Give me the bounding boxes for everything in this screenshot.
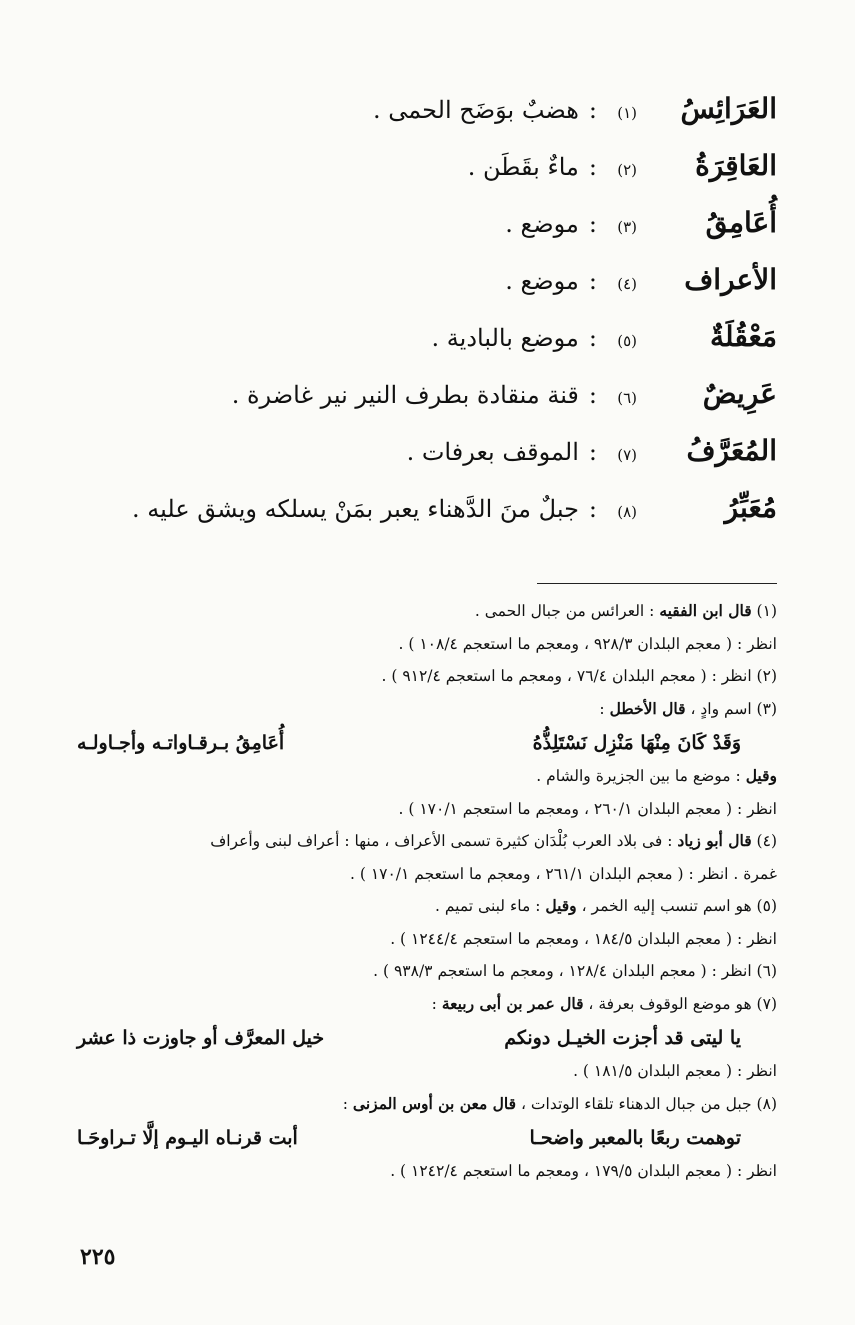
glossary-entries <box>77 92 777 548</box>
footnote-text: (١) <box>751 602 777 620</box>
entry-3 <box>77 206 777 263</box>
footnote-6: (٦) انظر : ( معجم البلدان ١٢٨/٤ ، ومعجم ما استعجم ٩٣٨/٣ ) . <box>373 962 777 980</box>
entry-7 <box>77 434 777 491</box>
footnote-text: : موضع ما بين الجزيرة والشام . <box>536 767 746 785</box>
footnote-7-ref: انظر : ( معجم البلدان ١٨١/٥ ) . <box>573 1062 777 1080</box>
footnote-4-line <box>51 826 777 859</box>
entry-colon: : <box>588 438 597 466</box>
entry-definition: موضع . <box>505 267 579 295</box>
entry-head: أُعَامِقُ <box>705 206 777 239</box>
entry-colon: : <box>588 210 597 238</box>
footnote-text: : ماء لبنى تميم . <box>434 897 546 915</box>
footnote-1-line <box>77 596 777 629</box>
footnote-bold: وقيل <box>545 896 577 915</box>
footnote-ref: (٧) <box>617 446 637 464</box>
entry-head: مَعْقُلَةٌ <box>710 320 777 353</box>
entry-colon: : <box>588 495 597 523</box>
verse-hemistich-right: توهمت ربعًا بالمعبر واضحـا <box>529 1127 741 1149</box>
footnote-ref: (٤) <box>617 275 637 293</box>
entry-definition: موضع بالبادية . <box>431 324 579 352</box>
footnote-text: (٨) جبل من جبال الدهناء تلقاء الوتدات ، <box>516 1094 777 1113</box>
verse-hemistich-right: يا ليتى قد أجزت الخيـل دونكم <box>504 1027 741 1049</box>
footnote-bold: قال الأخطل <box>609 698 686 718</box>
verse-hemistich-left: أبت قرنـاه اليـوم إلَّا تـراوحَـا <box>77 1127 298 1149</box>
footnote-text: (٤) <box>751 832 777 850</box>
footnote-1-ref: انظر : ( معجم البلدان ٩٢٨/٣ ، ومعجم ما استعجم ١٠٨/٤ ) . <box>398 634 777 653</box>
verse-hemistich-left: خيل المعرَّف أو جاوزت ذا عشر <box>77 1027 325 1049</box>
footnote-bold: قال أبو زياد <box>677 831 752 850</box>
footnote-text: (٣) اسم وادٍ ، <box>685 699 777 718</box>
page-number: ٢٢٥ <box>80 1244 116 1270</box>
entry-colon: : <box>588 324 597 352</box>
footnote-bold: وقيل <box>745 766 777 785</box>
entry-colon: : <box>588 381 597 409</box>
entry-head: مُعَبِّرُ <box>724 491 777 524</box>
footnote-5-ref: انظر : ( معجم البلدان ١٨٤/٥ ، ومعجم ما استعجم ١٢٤٤/٤ ) . <box>390 929 777 948</box>
footnote-text: : فى بلاد العرب بُلْدَان كثيرة تسمى الأعراف ، منها : أعراف لبنى وأعراف <box>210 832 678 850</box>
verse-7 <box>77 1021 777 1056</box>
footnote-text: (٥) هو اسم تنسب إليه الخمر ، <box>576 897 777 915</box>
footnote-3-line: (٣) اسم وادٍ ، قال الأخطل : <box>599 698 777 718</box>
footnote-text: : العرائس من جبال الحمى . <box>474 602 660 620</box>
entry-definition: هضبٌ بوَضَح الحمى . <box>373 96 579 124</box>
footnotes <box>77 596 777 1189</box>
entry-head: عَرِيضٌ <box>702 377 777 410</box>
entry-colon: : <box>588 267 597 295</box>
footnote-divider <box>537 583 777 584</box>
footnote-bold: قال معن بن أوس المزنى <box>352 1093 517 1113</box>
footnote-ref: (٨) <box>617 503 637 521</box>
footnote-ref: (٢) <box>617 161 637 179</box>
entry-colon: : <box>588 96 597 124</box>
footnote-4-ref: غمرة . انظر : ( معجم البلدان ٢٦١/١ ، ومعجم ما استعجم ١٧٠/١ ) . <box>350 864 777 883</box>
entry-4 <box>77 263 777 320</box>
verse-hemistich-right: وَقَدْ كَانَ مِنْهَا مَنْزِل نَسْتَلِذُّهُ <box>532 732 741 754</box>
verse-hemistich-left: أُعَامِقُ بـرقـاواتـه وأجـاولـه <box>77 732 285 754</box>
entry-6 <box>77 377 777 434</box>
footnote-ref: (٥) <box>617 332 637 350</box>
footnote-ref: (٦) <box>617 389 637 407</box>
footnote-3-alt <box>77 761 777 794</box>
footnote-bold: قال ابن الفقيه <box>659 601 752 620</box>
entry-8 <box>77 491 777 548</box>
entry-2 <box>77 149 777 206</box>
footnote-bold: قال عمر بن أبى ربيعة <box>441 993 584 1013</box>
footnote-5-line <box>77 891 777 924</box>
entry-definition: موضع . <box>505 210 579 238</box>
verse-8 <box>77 1121 777 1156</box>
entry-head: العَاقِرَةُ <box>695 149 777 182</box>
entry-5 <box>77 320 777 377</box>
verse-3 <box>77 726 777 761</box>
footnote-8-line: (٨) جبل من جبال الدهناء تلقاء الوتدات ، قال معن بن أوس المزنى : <box>342 1093 777 1113</box>
footnote-ref: (١) <box>617 104 637 122</box>
entry-definition: الموقف بعرفات . <box>406 438 579 466</box>
footnote-8-ref: انظر : ( معجم البلدان ١٧٩/٥ ، ومعجم ما استعجم ١٢٤٢/٤ ) . <box>390 1162 777 1180</box>
entry-definition: قنة منقادة بطرف النير نير غاضرة . <box>231 381 579 409</box>
footnote-7-line: (٧) هو موضع الوقوف بعرفة ، قال عمر بن أبى ربيعة : <box>431 993 777 1013</box>
entry-colon: : <box>588 153 597 181</box>
entry-definition: جبلٌ منَ الدَّهناء يعبر بمَنْ يسلكه ويشق عليه . <box>132 495 579 523</box>
footnote-text: (٧) هو موضع الوقوف بعرفة ، <box>583 994 777 1013</box>
entry-head: الأعراف <box>684 263 777 296</box>
entry-head: العَرَائِسُ <box>680 92 777 125</box>
footnote-3-ref: انظر : ( معجم البلدان ٢٦٠/١ ، ومعجم ما استعجم ١٧٠/١ ) . <box>398 799 777 818</box>
footnote-ref: (٣) <box>617 218 637 236</box>
entry-1 <box>77 92 777 149</box>
entry-head: المُعَرَّفُ <box>686 434 777 467</box>
footnote-2: (٢) انظر : ( معجم البلدان ٧٦/٤ ، ومعجم ما استعجم ٩١٢/٤ ) . <box>381 667 777 685</box>
entry-definition: ماءٌ بقَطَن . <box>467 153 579 181</box>
